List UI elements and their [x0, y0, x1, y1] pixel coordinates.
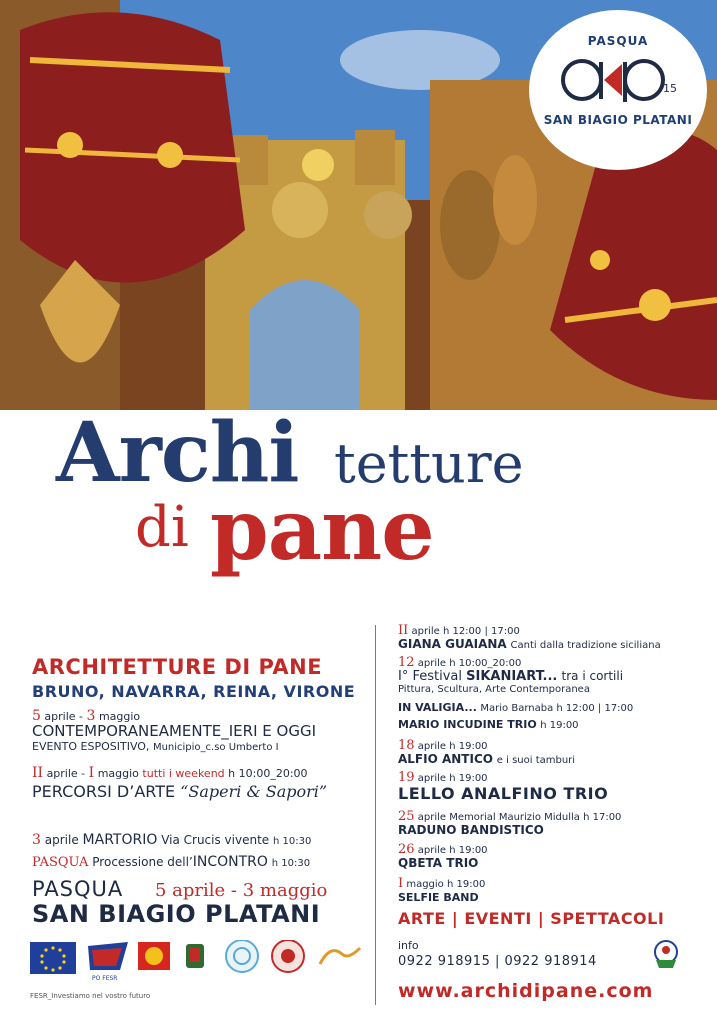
- e7-date: 25 aprile Memorial Maurizio Midulla h 17:00: [398, 809, 622, 824]
- tagline: ARTE | EVENTI | SPETTACOLI: [398, 909, 665, 928]
- exhibit-artists: BRUNO, NAVARRA, REINA, VIRONE: [32, 682, 356, 701]
- info-label: info: [398, 939, 419, 952]
- e2-title: I° Festival SIKANIART... tra i cortili: [398, 669, 624, 684]
- svg-text:PO FESR: PO FESR: [92, 975, 118, 982]
- title-tetture: tetture: [334, 432, 524, 495]
- sponsor-logos: [30, 940, 365, 985]
- logo-mark: [560, 52, 680, 110]
- e5-title: ALFIO ANTICO e i suoi tamburi: [398, 752, 576, 766]
- e4-line: MARIO INCUDINE TRIO h 19:00: [398, 718, 579, 731]
- exhibit-sub: EVENTO ESPOSITIVO, Municipio_c.so Umberto I: [32, 740, 279, 753]
- phone-numbers: 0922 918915 | 0922 918914: [398, 954, 597, 969]
- pasqua-logo: [529, 10, 707, 170]
- e9-title: SELFIE BAND: [398, 891, 479, 904]
- e2-date: 12 aprile h 10:00_20:00: [398, 655, 522, 670]
- e8-date: 26 aprile h 19:00: [398, 842, 488, 857]
- e2-sub: Pittura, Scultura, Arte Contemporanea: [398, 684, 590, 695]
- e6-date: 19 aprile h 19:00: [398, 770, 488, 785]
- e7-title: RADUNO BANDISTICO: [398, 823, 544, 837]
- e5-date: 18 aprile h 19:00: [398, 738, 488, 753]
- exhibit-dates: 5 aprile - 3 maggio: [32, 708, 141, 724]
- e1-date: II aprile h 12:00 | 17:00: [398, 623, 520, 638]
- agora-logo-icon: [320, 948, 360, 964]
- e9-date: I maggio h 19:00: [398, 876, 486, 891]
- bottom-dates: 5 aprile - 3 maggio: [155, 880, 328, 901]
- sponsor-right-icon: [646, 938, 686, 970]
- title-pane: pane: [210, 480, 434, 579]
- logo-number: 15: [663, 82, 677, 95]
- percorsi-dates: II aprile - I maggio tutti i weekend h 10:00_20:00: [32, 765, 308, 781]
- logo-line2: SAN BIAGIO PLATANI: [543, 113, 693, 127]
- e8-title: QBETA TRIO: [398, 856, 479, 870]
- bottom-pasqua: PASQUA: [32, 877, 124, 901]
- fesr-caption: FESR_Investiamo nel vostro futuro: [30, 992, 151, 1000]
- title-archi: Archi: [56, 405, 299, 501]
- exhibit-name: CONTEMPORANEAMENTE_IERI E OGGI: [32, 722, 316, 740]
- title-di: di: [135, 495, 189, 560]
- exhibit-title: ARCHITETTURE DI PANE: [32, 655, 323, 679]
- martorio-line: 3 aprile MARTORIO Via Crucis vivente h 10:30: [32, 832, 312, 848]
- logo-line1: PASQUA: [587, 34, 649, 48]
- percorsi-title: PERCORSI D’ARTE “Saperi & Sapori”: [32, 782, 328, 801]
- e6-title: LELLO ANALFINO TRIO: [398, 784, 609, 803]
- column-divider: [375, 625, 376, 1005]
- pasqua-line: PASQUA Processione dell’INCONTRO h 10:30: [32, 854, 311, 870]
- bottom-town: SAN BIAGIO PLATANI: [32, 900, 321, 928]
- e3-line: IN VALIGIA... Mario Barnaba h 12:00 | 17:00: [398, 701, 634, 714]
- e1-title: GIANA GUAIANA Canti dalla tradizione siciliana: [398, 637, 661, 651]
- website-link[interactable]: www.archidipane.com: [398, 980, 654, 1002]
- round-logo-blue-icon: [226, 940, 258, 972]
